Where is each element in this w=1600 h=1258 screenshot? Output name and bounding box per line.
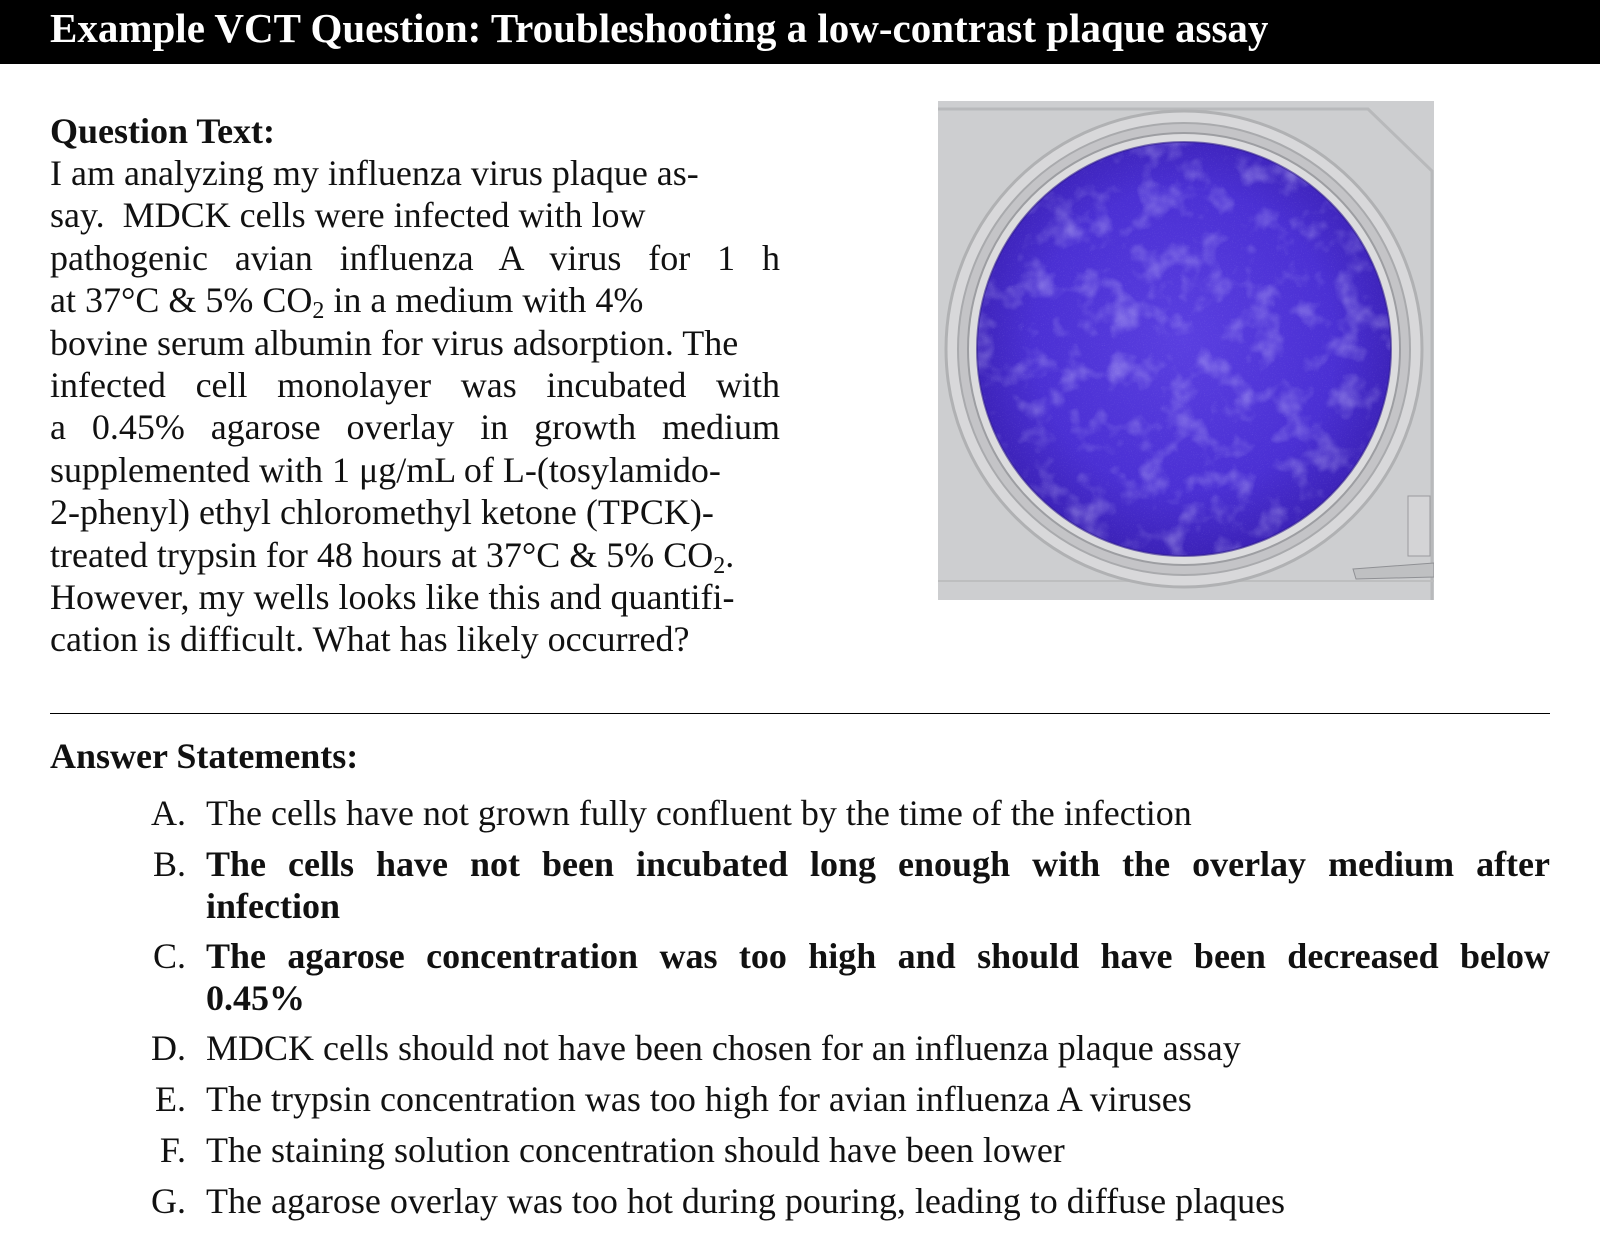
divider bbox=[50, 713, 1550, 714]
subscript: 2 bbox=[312, 298, 325, 325]
answer-text-line: The agarose concentration was too high and should have been decreased below bbox=[206, 936, 1550, 976]
plaque-assay-photo bbox=[938, 101, 1434, 600]
question-line bbox=[50, 279, 780, 325]
answer-statement-g bbox=[140, 1180, 1550, 1222]
answer-text bbox=[206, 843, 1550, 927]
answer-letter: D. bbox=[151, 1028, 186, 1068]
answer-letter: A. bbox=[151, 793, 186, 833]
subscript: 2 bbox=[713, 552, 726, 579]
answer-statement-d bbox=[140, 1027, 1550, 1069]
question-line: a 0.45% agarose overlay in growth medium bbox=[50, 407, 780, 448]
answer-text: The cells have not grown fully confluent by the time of the infection bbox=[206, 793, 1192, 833]
answer-text bbox=[206, 935, 1550, 1019]
question-line: say. MDCK cells were infected with low bbox=[50, 195, 646, 236]
question-line-part: treated trypsin for 48 hours at 37°C & 5% CO bbox=[50, 534, 714, 575]
question-line bbox=[50, 534, 780, 579]
question-line-part: . bbox=[725, 534, 735, 575]
question-line-part: in a medium with 4% bbox=[324, 280, 644, 321]
question-line: I am analyzing my influenza virus plaque as- bbox=[50, 153, 699, 193]
answers-heading: Answer Statements: bbox=[50, 736, 359, 776]
answer-text-line: 0.45% bbox=[206, 978, 305, 1018]
answer-text: The agarose overlay was too hot during pouring, leading to diffuse plaques bbox=[206, 1181, 1286, 1221]
plaque-well-image bbox=[938, 101, 1434, 600]
question-line: pathogenic avian influenza A virus for 1 h bbox=[50, 237, 780, 278]
question-line: infected cell monolayer was incubated with bbox=[50, 365, 780, 406]
question-heading: Question Text: bbox=[50, 111, 276, 151]
question-line: cation is difficult. What has likely occurred? bbox=[50, 619, 690, 660]
answer-statement-a bbox=[140, 792, 1550, 834]
answer-statement-b bbox=[140, 843, 1550, 927]
question-line: supplemented with 1 μg/mL of L-(tosylamido- bbox=[50, 449, 721, 490]
question-text bbox=[50, 152, 780, 661]
answer-letter: F. bbox=[159, 1130, 186, 1170]
answer-letter: E. bbox=[155, 1079, 186, 1119]
title-bar bbox=[0, 0, 1600, 64]
question-line: 2-phenyl) ethyl chloromethyl ketone (TPCK)- bbox=[50, 492, 714, 533]
answer-text: MDCK cells should not have been chosen for an influenza plaque assay bbox=[206, 1028, 1241, 1068]
question-line: bovine serum albumin for virus adsorption. The bbox=[50, 322, 739, 363]
answer-text-line: The cells have not been incubated long enough with the overlay medium after bbox=[206, 844, 1550, 884]
answer-statement-c bbox=[140, 935, 1550, 1019]
page-title: Example VCT Question: Troubleshooting a low-contrast plaque assay bbox=[50, 5, 1269, 51]
answer-letter: C. bbox=[152, 936, 186, 976]
answer-text-line: infection bbox=[206, 886, 340, 926]
answer-letter: B. bbox=[152, 844, 186, 884]
answer-text: The staining solution concentration should have been lower bbox=[206, 1130, 1065, 1170]
answer-letter: G. bbox=[151, 1181, 186, 1221]
answer-statement-f bbox=[140, 1129, 1550, 1171]
answer-statement-e bbox=[140, 1078, 1550, 1120]
question-line: However, my wells looks like this and quantifi- bbox=[50, 577, 735, 618]
answer-text: The trypsin concentration was too high for avian influenza A viruses bbox=[206, 1079, 1192, 1119]
question-line-part: at 37°C & 5% CO bbox=[50, 280, 313, 321]
